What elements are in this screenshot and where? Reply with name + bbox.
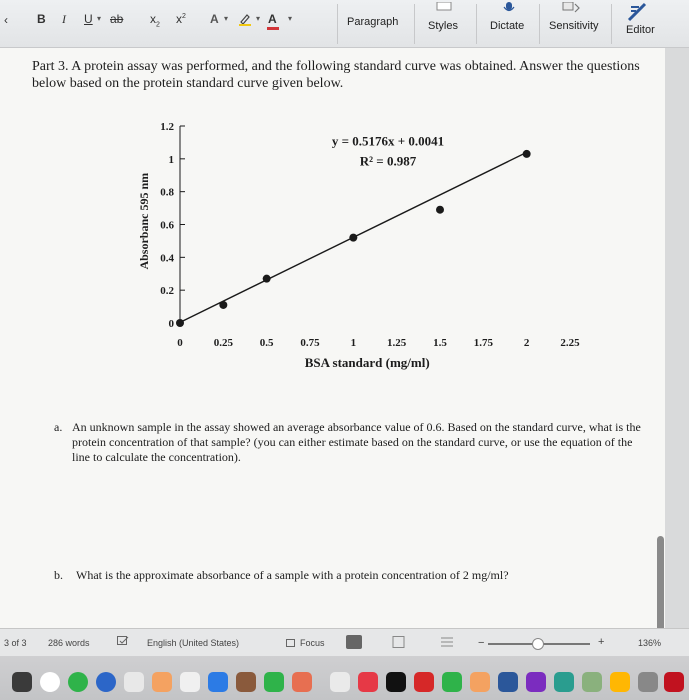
chevron-icon[interactable]: ‹ xyxy=(4,13,8,27)
app-icon[interactable] xyxy=(610,672,630,692)
x-tick-label: 1 xyxy=(350,337,357,349)
chevron-down-icon[interactable]: ▾ xyxy=(256,14,261,23)
zoom-slider-handle[interactable] xyxy=(532,638,544,650)
question-b-label: b. xyxy=(54,568,63,582)
y-tick-label: 0.2 xyxy=(160,285,174,298)
editor-icon xyxy=(627,2,653,25)
app-icon[interactable] xyxy=(152,672,172,692)
app-icon[interactable] xyxy=(554,672,574,692)
text-effects-button[interactable]: A xyxy=(210,12,219,26)
ribbon-separator xyxy=(611,4,612,44)
x-axis-label: BSA standard (mg/ml) xyxy=(304,355,430,370)
dock xyxy=(0,656,689,700)
photos-icon[interactable] xyxy=(180,672,200,692)
zoom-in-button[interactable]: + xyxy=(598,636,605,648)
app-icon[interactable] xyxy=(664,672,684,692)
data-point xyxy=(349,234,357,242)
app-icon[interactable] xyxy=(414,672,434,692)
x-tick-label: 0.75 xyxy=(300,337,320,349)
music-icon[interactable] xyxy=(358,672,378,692)
sensitivity-button[interactable]: Sensitivity xyxy=(549,20,599,32)
proofing-icon[interactable] xyxy=(117,636,129,649)
focus-icon xyxy=(286,639,295,647)
zoom-level[interactable]: 136% xyxy=(638,638,662,648)
highlight-icon[interactable] xyxy=(238,12,252,29)
data-point xyxy=(263,275,271,283)
page-count[interactable]: 3 of 3 xyxy=(4,638,27,648)
language-indicator[interactable]: English (United States) xyxy=(147,638,240,648)
x-tick-label: 0 xyxy=(177,337,183,349)
x-tick-label: 1.25 xyxy=(387,337,407,349)
paragraph-button[interactable]: Paragraph xyxy=(347,16,399,28)
facetime-icon[interactable] xyxy=(264,672,284,692)
underline-button[interactable]: U xyxy=(84,12,93,26)
y-tick-label: 0 xyxy=(168,318,174,330)
y-tick-label: 1 xyxy=(168,153,174,166)
app-store-icon[interactable] xyxy=(208,672,228,692)
subscript-button[interactable]: $x_2$ xyxy=(150,12,160,29)
x-tick-label: 0.5 xyxy=(259,337,274,349)
data-point xyxy=(523,150,531,158)
question-b xyxy=(54,568,664,583)
numbers-icon[interactable] xyxy=(442,672,462,692)
strikethrough-button[interactable]: ab xyxy=(110,12,124,26)
question-a-label: a. xyxy=(54,420,63,434)
data-point xyxy=(176,319,184,327)
superscript-button[interactable]: $x^2$ xyxy=(176,12,186,26)
x-tick-label: 0.25 xyxy=(213,337,233,349)
y-axis-label: Absorbanc 595 nm xyxy=(137,172,151,270)
editor-button[interactable]: Editor xyxy=(626,24,655,36)
launchpad-icon[interactable] xyxy=(12,672,32,692)
y-tick-label: 0.6 xyxy=(160,219,174,232)
font-color-button[interactable]: A xyxy=(268,12,277,26)
calendar-icon[interactable] xyxy=(124,672,144,692)
chrome-icon[interactable] xyxy=(40,672,60,692)
r-squared-label: R² = 0.987 xyxy=(359,153,417,169)
app-icon[interactable] xyxy=(526,672,546,692)
pages-icon[interactable] xyxy=(470,672,490,692)
reminders-icon[interactable] xyxy=(292,672,312,692)
data-point xyxy=(219,301,227,309)
status-bar xyxy=(0,628,689,656)
question-b-text: What is the approximate absorbance of a sample with a protein concentration of 2 mg/ml? xyxy=(76,568,509,582)
word-icon[interactable] xyxy=(498,672,518,692)
question-a-text: An unknown sample in the assay showed an average absorbance value of 0.6. Based on the standard curve, what is the protein concentration of that sample? (you can either estimate based on the standard curve, or use the equation of the line to calculate the concentration). xyxy=(72,420,641,464)
word-count[interactable]: 286 words xyxy=(48,638,90,648)
ribbon-separator xyxy=(414,4,415,44)
dictate-button[interactable]: Dictate xyxy=(490,20,525,32)
safari-icon[interactable] xyxy=(96,672,116,692)
sensitivity-icon xyxy=(561,2,583,17)
whatsapp-icon[interactable] xyxy=(68,672,88,692)
y-tick-label: 0.8 xyxy=(160,186,174,199)
x-tick-label: 1.75 xyxy=(473,337,493,349)
chevron-down-icon[interactable]: ▾ xyxy=(224,14,229,23)
styles-button[interactable]: Styles xyxy=(428,20,458,32)
zoom-out-button[interactable]: − xyxy=(478,637,485,649)
data-point xyxy=(436,206,444,214)
x-tick-label: 1.5 xyxy=(433,337,447,349)
trendline-equation: y = 0.5176x + 0.0041 xyxy=(331,133,445,149)
read-mode-icon[interactable] xyxy=(346,635,362,649)
x-tick-label: 2 xyxy=(523,337,530,349)
bold-button[interactable]: B xyxy=(37,12,46,26)
chevron-down-icon[interactable]: ▾ xyxy=(288,14,293,23)
tv-icon[interactable] xyxy=(386,672,406,692)
styles-icon xyxy=(436,2,452,15)
standard-curve-chart xyxy=(120,118,600,388)
vertical-scrollbar[interactable] xyxy=(657,536,664,632)
focus-button[interactable]: Focus xyxy=(300,638,325,648)
app-icon[interactable] xyxy=(582,672,602,692)
notes-icon[interactable] xyxy=(330,672,350,692)
italic-button[interactable]: I xyxy=(62,12,66,26)
ribbon-toolbar xyxy=(0,0,689,48)
microphone-icon xyxy=(502,2,516,17)
app-icon[interactable] xyxy=(638,672,658,692)
chevron-down-icon[interactable]: ▾ xyxy=(97,14,102,23)
y-tick-label: 1.2 xyxy=(160,121,174,133)
web-layout-icon[interactable] xyxy=(440,636,454,650)
ribbon-separator xyxy=(476,4,477,44)
x-tick-label: 2.25 xyxy=(560,337,580,349)
app-icon[interactable] xyxy=(236,672,256,692)
part3-paragraph: Part 3. A protein assay was performed, and the following standard curve was obtained. Answer the questions below based on the protein standard curve given below. xyxy=(32,59,640,91)
print-layout-icon[interactable] xyxy=(392,636,406,650)
y-tick-label: 0.4 xyxy=(160,252,174,265)
ribbon-separator xyxy=(539,4,540,44)
document-page[interactable] xyxy=(0,48,665,628)
ribbon-separator xyxy=(337,4,338,44)
